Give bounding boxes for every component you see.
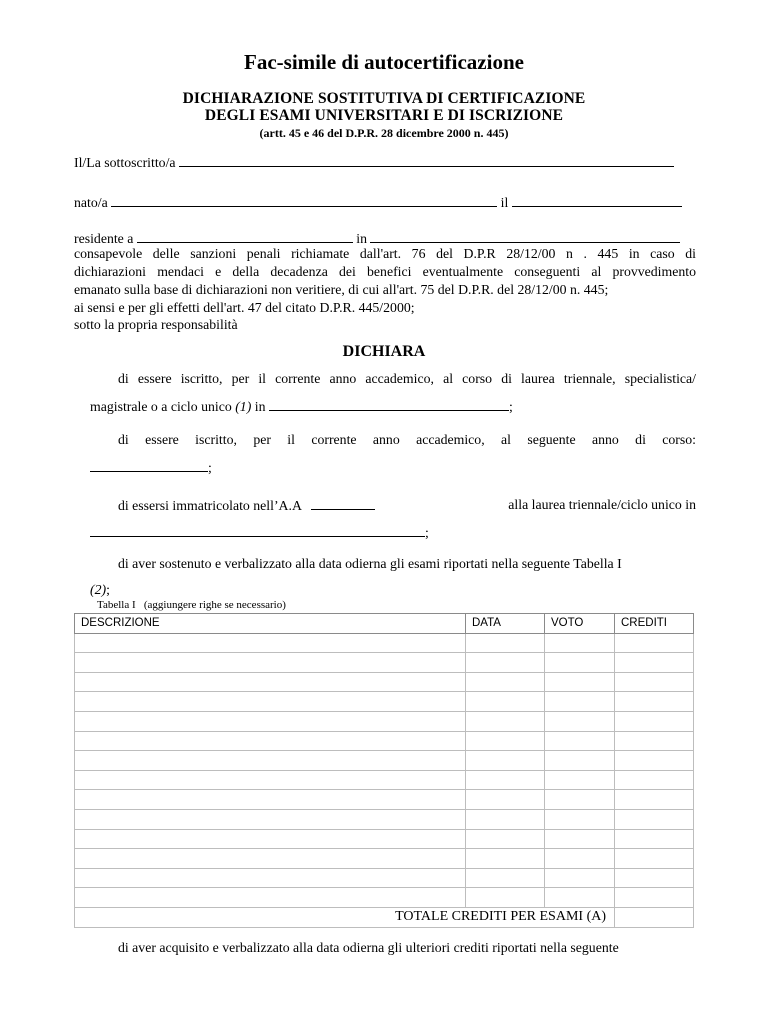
cell-data[interactable] (466, 809, 545, 829)
table-row (75, 888, 694, 908)
residente-field[interactable] (137, 230, 353, 243)
cell-data[interactable] (466, 868, 545, 888)
table-row (75, 809, 694, 829)
semicolon: ; (508, 399, 513, 414)
cell-voto[interactable] (545, 692, 615, 712)
col-data: DATA (466, 614, 545, 634)
academic-year-field[interactable] (311, 497, 375, 510)
cell-voto[interactable] (545, 770, 615, 790)
cell-descrizione[interactable] (75, 653, 466, 673)
cell-data[interactable] (466, 731, 545, 751)
cell-voto[interactable] (545, 809, 615, 829)
preamble-line-3: emanato sulla base di dichiarazioni non veritiere, di cui all'art. 75 del D.P.R. del 28/12/00 n. 445; (74, 282, 609, 297)
exams-table (74, 613, 694, 928)
item2-line1: di essere iscritto, per il corrente anno accademico, al seguente anno di corso: (118, 432, 696, 447)
item2-line2 (90, 459, 212, 476)
table-row (75, 731, 694, 751)
cell-voto[interactable] (545, 653, 615, 673)
cell-descrizione[interactable] (75, 711, 466, 731)
table-row (75, 868, 694, 888)
year-of-course-field[interactable] (90, 459, 208, 472)
cell-data[interactable] (466, 711, 545, 731)
sottoscritto-field[interactable] (179, 154, 674, 167)
course-name-field[interactable] (269, 398, 509, 411)
cell-voto[interactable] (545, 711, 615, 731)
cell-descrizione[interactable] (75, 868, 466, 888)
il-label: il (500, 195, 509, 210)
preamble-line-2: dichiarazioni mendaci e della decadenza dei benefici eventualmente conseguenti al provvedimento (74, 264, 696, 279)
total-value-cell[interactable] (615, 907, 694, 927)
preamble-line-1: consapevole delle sanzioni penali richiamate dall'art. 76 del D.P.R 28/12/00 n . 445 in caso di (74, 246, 696, 261)
nato-label: nato/a (74, 195, 108, 210)
item1-line1: di essere iscritto, per il corrente anno accademico, al corso di laurea triennale, specialistica/ (118, 371, 696, 386)
item3-text-b: alla laurea triennale/ciclo unico in (508, 497, 696, 512)
table-row (75, 751, 694, 771)
dichiara-heading: DICHIARA (342, 343, 426, 360)
cell-data[interactable] (466, 633, 545, 653)
sottoscritto-label: Il/La sottoscritto/a (74, 155, 176, 170)
subtitle-line-1: DICHIARAZIONE SOSTITUTIVA DI CERTIFICAZIONE (182, 90, 586, 107)
table-caption-title: Tabella I (97, 599, 136, 611)
table-header-row (75, 614, 694, 634)
cell-descrizione[interactable] (75, 692, 466, 712)
cell-crediti[interactable] (615, 751, 694, 771)
residente-row (74, 230, 680, 247)
cell-data[interactable] (466, 770, 545, 790)
cell-descrizione[interactable] (75, 829, 466, 849)
cell-voto[interactable] (545, 731, 615, 751)
nato-field[interactable] (111, 194, 497, 207)
cell-crediti[interactable] (615, 868, 694, 888)
item1-course-text: magistrale o a ciclo unico (90, 399, 232, 414)
cell-voto[interactable] (545, 790, 615, 810)
cell-data[interactable] (466, 692, 545, 712)
table-caption-note: (aggiungere righe se necessario) (143, 599, 286, 611)
cell-descrizione[interactable] (75, 888, 466, 908)
cell-data[interactable] (466, 790, 545, 810)
table-row (75, 770, 694, 790)
cell-voto[interactable] (545, 633, 615, 653)
item1-line2 (90, 398, 513, 415)
cell-data[interactable] (466, 849, 545, 869)
cell-voto[interactable] (545, 849, 615, 869)
cell-voto[interactable] (545, 888, 615, 908)
table-row (75, 672, 694, 692)
cell-descrizione[interactable] (75, 672, 466, 692)
cell-voto[interactable] (545, 751, 615, 771)
col-descrizione: DESCRIZIONE (75, 614, 466, 634)
cell-crediti[interactable] (615, 790, 694, 810)
cell-voto[interactable] (545, 868, 615, 888)
in-label: in (356, 231, 368, 246)
table-row (75, 790, 694, 810)
col-voto: VOTO (545, 614, 615, 634)
subtitle-line-2: DEGLI ESAMI UNIVERSITARI E DI ISCRIZIONE (204, 107, 564, 124)
total-label: TOTALE CREDITI PER ESAMI (A) (75, 907, 615, 927)
note-ref-1: (1) (235, 399, 252, 414)
cell-crediti[interactable] (615, 653, 694, 673)
cell-crediti[interactable] (615, 692, 694, 712)
cell-crediti[interactable] (615, 672, 694, 692)
cell-descrizione[interactable] (75, 770, 466, 790)
item3-line1 (118, 497, 696, 514)
cell-data[interactable] (466, 829, 545, 849)
cell-descrizione[interactable] (75, 809, 466, 829)
item4-line1: di aver sostenuto e verbalizzato alla data odierna gli esami riportati nella seguente Tabella I (118, 556, 622, 571)
birth-date-field[interactable] (512, 194, 682, 207)
nato-row (74, 194, 682, 211)
item1-in-label: in (254, 399, 266, 414)
table-row (75, 633, 694, 653)
table-row (75, 653, 694, 673)
cell-descrizione[interactable] (75, 790, 466, 810)
cell-data[interactable] (466, 653, 545, 673)
residente-label: residente a (74, 231, 134, 246)
preamble-line-4: ai sensi e per gli effetti dell'art. 47 del citato D.P.R. 445/2000; (74, 300, 415, 315)
cell-descrizione[interactable] (75, 751, 466, 771)
cell-crediti[interactable] (615, 809, 694, 829)
table-row (75, 829, 694, 849)
cell-crediti[interactable] (615, 770, 694, 790)
cell-data[interactable] (466, 751, 545, 771)
semicolon: ; (106, 582, 110, 597)
total-row (75, 907, 694, 927)
note-ref-2: (2) (90, 582, 107, 597)
cell-voto[interactable] (545, 829, 615, 849)
table-row (75, 849, 694, 869)
item5-line1: di aver acquisito e verbalizzato alla data odierna gli ulteriori crediti riportati nella seguente (118, 940, 619, 955)
sottoscritto-row (74, 154, 674, 171)
item3-text-a: di essersi immatricolato nell’A.A (118, 498, 302, 513)
cell-data[interactable] (466, 888, 545, 908)
item3-line2 (90, 524, 429, 541)
cell-crediti[interactable] (615, 849, 694, 869)
cell-data[interactable] (466, 672, 545, 692)
cell-crediti[interactable] (615, 633, 694, 653)
degree-name-field[interactable] (90, 524, 425, 537)
cell-voto[interactable] (545, 672, 615, 692)
preamble-line-5: sotto la propria responsabilità (74, 317, 238, 332)
semicolon: ; (425, 525, 429, 540)
semicolon: ; (208, 460, 212, 475)
table-row (75, 692, 694, 712)
cell-crediti[interactable] (615, 711, 694, 731)
legal-reference: (artt. 45 e 46 del D.P.R. 28 dicembre 2000 n. 445) (259, 126, 509, 140)
col-crediti: CREDITI (615, 614, 694, 634)
cell-descrizione[interactable] (75, 849, 466, 869)
cell-crediti[interactable] (615, 731, 694, 751)
item4-line2 (90, 582, 110, 598)
cell-descrizione[interactable] (75, 633, 466, 653)
document-title: Fac-simile di autocertificazione (244, 50, 524, 74)
cell-descrizione[interactable] (75, 731, 466, 751)
table-row (75, 711, 694, 731)
address-field[interactable] (370, 230, 680, 243)
cell-crediti[interactable] (615, 888, 694, 908)
cell-crediti[interactable] (615, 829, 694, 849)
table-body (75, 633, 694, 907)
table-caption (97, 599, 286, 611)
